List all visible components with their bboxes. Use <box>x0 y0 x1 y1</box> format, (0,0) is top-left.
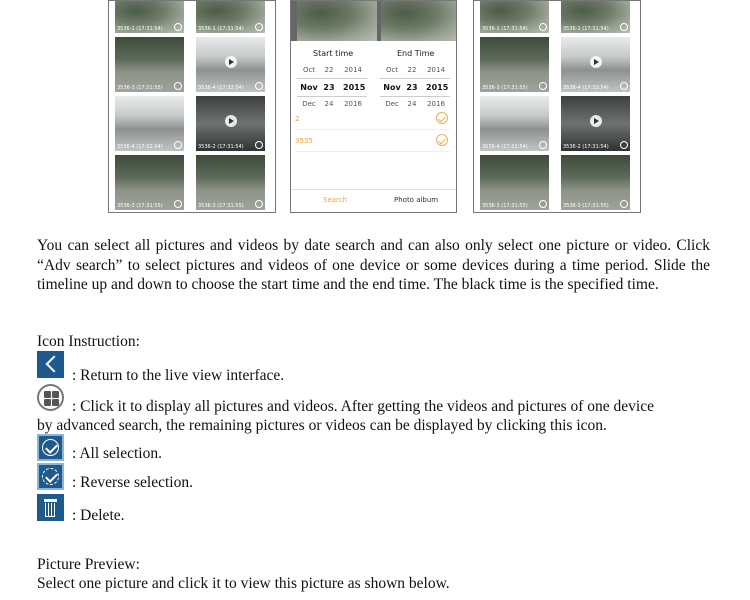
thumbnail[interactable] <box>196 96 265 151</box>
check-circle-icon <box>37 434 64 461</box>
check-circle-icon[interactable] <box>620 141 628 149</box>
photo-album-button[interactable]: Photo album <box>394 196 439 204</box>
picture-preview-text: Select one picture and click it to view this picture as shown below. <box>37 575 450 592</box>
adv-search-screenshot <box>290 0 457 213</box>
device-name: 2 <box>295 115 300 123</box>
thumbnail-caption: 3536-2 (17:31:54) <box>563 144 609 150</box>
thumbnail[interactable] <box>561 1 630 33</box>
thumbnail-caption: 3536-3 (17:31:55) <box>563 203 609 209</box>
start-month-next[interactable]: Dec <box>302 100 316 108</box>
trash-icon <box>37 494 64 521</box>
end-time-label: End Time <box>397 49 435 58</box>
thumbnail[interactable] <box>196 155 265 210</box>
thumbnail-caption: 3536-2 (17:31:54) <box>198 144 244 150</box>
start-year-prev[interactable]: 2014 <box>344 66 362 74</box>
thumbnail-caption: 3536-3 (17:31:55) <box>117 203 163 209</box>
icon-instruction-heading: Icon Instruction: <box>37 333 140 350</box>
thumbnail[interactable] <box>480 96 549 151</box>
end-month[interactable]: Nov <box>383 83 401 92</box>
thumbnail-grid <box>115 1 269 212</box>
thumbnail-grid <box>480 1 634 212</box>
thumbnail-caption: 3536-1 (17:31:54) <box>198 26 244 32</box>
check-circle-icon[interactable] <box>174 200 182 208</box>
check-circle-icon[interactable] <box>174 82 182 90</box>
thumbnail-caption: 3536-4 (17:32:54) <box>482 144 528 150</box>
check-circle-icon[interactable] <box>539 82 547 90</box>
start-year[interactable]: 2015 <box>343 83 366 92</box>
top-thumbnails <box>291 1 456 41</box>
bottom-bar <box>291 189 456 212</box>
thumbnail[interactable] <box>561 155 630 210</box>
thumbnail[interactable] <box>480 155 549 210</box>
thumbnail-caption: 3536-4 (17:32:54) <box>563 85 609 91</box>
thumbnail[interactable] <box>115 1 184 33</box>
all-icon-desc-line1: : Click it to display all pictures and videos. After getting the videos and pictures of one device <box>72 398 654 415</box>
check-circle-icon[interactable] <box>620 200 628 208</box>
thumbnail-caption: 3536-3 (17:31:55) <box>482 85 528 91</box>
thumbnail[interactable] <box>561 96 630 151</box>
end-day[interactable]: 23 <box>406 83 418 92</box>
end-year-next[interactable]: 2016 <box>427 100 445 108</box>
search-button[interactable]: Search <box>323 196 348 204</box>
check-circle-icon[interactable] <box>539 141 547 149</box>
thumbnail-caption: 3536-3 (17:31:55) <box>482 203 528 209</box>
thumbnail[interactable] <box>561 37 630 92</box>
back-arrow-icon <box>37 351 64 378</box>
start-time-label: Start time <box>313 49 354 58</box>
device-name: 3535 <box>295 137 313 145</box>
thumbnail[interactable] <box>196 1 265 33</box>
check-circle-icon[interactable] <box>174 141 182 149</box>
end-day-prev[interactable]: 22 <box>407 66 417 74</box>
play-icon[interactable] <box>225 56 237 68</box>
end-month-prev[interactable]: Oct <box>385 66 399 74</box>
gallery-screenshot-right <box>473 0 641 213</box>
thumbnail-caption: 3536-1 (17:31:54) <box>482 26 528 32</box>
play-icon[interactable] <box>590 56 602 68</box>
check-circle-icon[interactable] <box>255 23 263 31</box>
end-year[interactable]: 2015 <box>426 83 449 92</box>
check-circle-icon[interactable] <box>255 200 263 208</box>
thumbnail-caption: 3536-3 (17:31:55) <box>198 203 244 209</box>
start-day-next[interactable]: 24 <box>324 100 334 108</box>
start-month-prev[interactable]: Oct <box>302 66 316 74</box>
thumbnail-caption: 3536-4 (17:32:54) <box>198 85 244 91</box>
thumbnail-caption: 3536-4 (17:32:54) <box>117 144 163 150</box>
check-circle-icon[interactable] <box>174 23 182 31</box>
thumbnail[interactable] <box>115 155 184 210</box>
check-circle-icon[interactable] <box>539 200 547 208</box>
dashed-check-circle-icon <box>37 463 64 490</box>
reverse-desc: : Reverse selection. <box>72 474 193 491</box>
start-day[interactable]: 23 <box>323 83 335 92</box>
thumbnail[interactable] <box>115 96 184 151</box>
thumbnail-caption: 3536-1 (17:31:54) <box>563 26 609 32</box>
thumbnail[interactable] <box>115 37 184 92</box>
start-year-next[interactable]: 2016 <box>344 100 362 108</box>
start-day-prev[interactable]: 22 <box>324 66 334 74</box>
check-circle-icon[interactable] <box>436 134 448 146</box>
end-day-next[interactable]: 24 <box>407 100 417 108</box>
play-icon[interactable] <box>225 115 237 127</box>
thumbnail[interactable] <box>480 1 549 33</box>
thumbnail[interactable] <box>480 37 549 92</box>
play-icon[interactable] <box>590 115 602 127</box>
thumbnail-caption: 3536-3 (17:31:55) <box>117 85 163 91</box>
device-row[interactable] <box>295 109 450 130</box>
start-month[interactable]: Nov <box>300 83 318 92</box>
check-circle-icon[interactable] <box>620 23 628 31</box>
intro-paragraph: You can select all pictures and videos by date search and can also only select one picture or video. Click “Adv search” to select pictures and videos of one device or some devices during a time period. Slide the timeline up and down to choose the start time and the end time. The black time is the specified time. <box>37 237 710 293</box>
check-circle-icon[interactable] <box>539 23 547 31</box>
gallery-screenshot-left <box>108 0 276 213</box>
select-all-desc: : All selection. <box>72 445 162 462</box>
grid-icon <box>37 384 64 411</box>
back-icon-desc: : Return to the live view interface. <box>72 367 285 384</box>
all-icon-desc-line2: by advanced search, the remaining pictures or videos can be displayed by clicking this icon. <box>37 417 607 434</box>
thumbnail[interactable] <box>196 37 265 92</box>
check-circle-icon[interactable] <box>255 82 263 90</box>
end-month-next[interactable]: Dec <box>385 100 399 108</box>
check-circle-icon[interactable] <box>255 141 263 149</box>
end-year-prev[interactable]: 2014 <box>427 66 445 74</box>
check-circle-icon[interactable] <box>620 82 628 90</box>
check-circle-icon[interactable] <box>436 112 448 124</box>
thumbnail-caption: 3536-1 (17:31:54) <box>117 26 163 32</box>
delete-desc: : Delete. <box>72 507 125 524</box>
picture-preview-heading: Picture Preview: <box>37 556 140 573</box>
device-row[interactable] <box>295 131 450 152</box>
